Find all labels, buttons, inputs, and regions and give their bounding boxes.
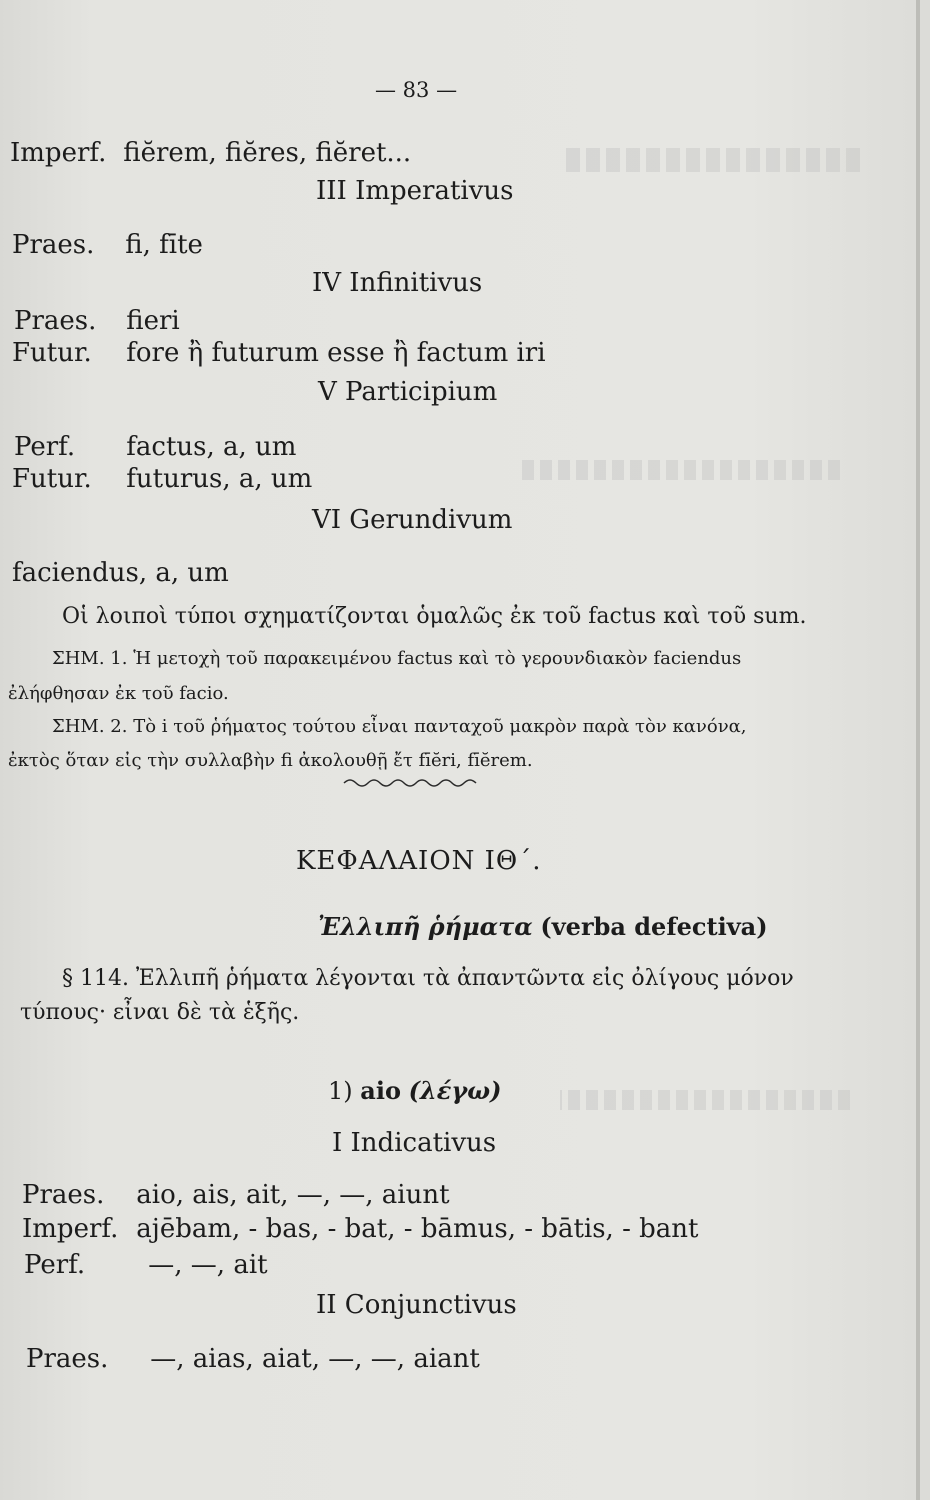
section-heading-imperativus: III Imperativus [316, 176, 514, 206]
section-paragraph-line-2: τύπους· εἶναι δὲ τὰ ἑξῆς. [20, 1000, 300, 1025]
imperf-line [10, 138, 411, 168]
chapter-title: ΚΕΦΑΛΑΙΟΝ ΙΘ΄. [296, 846, 542, 876]
participium-futur-line [12, 464, 312, 494]
subtitle-latin: (verba defectiva) [540, 912, 768, 941]
conjunctivus-praes-line [26, 1344, 480, 1374]
subtitle-greek: Ἐλλιπῆ ῥήματα [318, 912, 533, 941]
section-heading-conjunctivus: II Conjunctivus [316, 1290, 517, 1320]
verb-forms: —, aias, aiat, —, —, aiant [150, 1344, 480, 1374]
ornamental-divider [342, 776, 482, 790]
verb-forms: fi, fīte [125, 230, 203, 260]
indicativus-perf-line [24, 1250, 268, 1280]
tense-label: Futur. [12, 464, 92, 494]
page-number: — 83 — [375, 78, 458, 102]
indicativus-praes-line [22, 1180, 450, 1210]
section-heading-indicativus: I Indicativus [332, 1128, 497, 1158]
verb-forms: factus, a, um [126, 432, 297, 462]
section-paragraph-line-1: § 114. Ἐλλιπῆ ῥήματα λέγονται τὰ ἀπαντῶντα εἰς ὀλίγους μόνον [62, 966, 794, 991]
verb-forms: ajēbam, - bas, - bat, - bāmus, - bātis, - bant [136, 1214, 699, 1244]
infinitivus-praes-line [14, 306, 180, 336]
tense-label: Praes. [22, 1180, 105, 1210]
note-2-line-1: ΣΗΜ. 2. Τὸ i τοῦ ῥήματος τούτου εἶναι πανταχοῦ μακρὸν παρὰ τὸν κανόνα, [52, 716, 747, 737]
remark-main: Οἱ λοιποὶ τύποι σχηματίζονται ὁμαλῶς ἐκ τοῦ factus καὶ τοῦ sum. [62, 604, 807, 629]
verb-gloss: (λέγω) [408, 1076, 502, 1105]
tense-label: Praes. [14, 306, 97, 336]
tense-label: Perf. [24, 1250, 86, 1280]
tense-label: Perf. [14, 432, 76, 462]
imperativus-praes-line [12, 230, 203, 260]
note-1-line-2: ἐλήφθησαν ἐκ τοῦ facio. [8, 683, 229, 704]
verb-forms: fiĕrem, fiĕres, fiĕret... [123, 138, 412, 168]
note-1-line-1: ΣΗΜ. 1. Ἡ μετοχὴ τοῦ παρακειμένου factus καὶ τὸ γερουνδιακὸν faciendus [52, 648, 742, 669]
tense-label: Imperf. [10, 138, 107, 168]
section-heading-infinitivus: IV Infinitivus [312, 268, 483, 298]
participium-perf-line [14, 432, 296, 462]
bleed-through-mark [560, 148, 860, 172]
verb-forms: aio, ais, ait, —, —, aiunt [136, 1180, 450, 1210]
bleed-through-mark [520, 460, 840, 480]
verb-forms: fieri [126, 306, 180, 336]
section-heading-gerundivum: VI Gerundivum [312, 505, 513, 535]
tense-label: Imperf. [22, 1214, 119, 1244]
gerundivum-forms: faciendus, a, um [12, 558, 229, 588]
verb-forms: —, —, ait [148, 1250, 268, 1280]
verb-number: 1) [328, 1077, 353, 1105]
verb-word: aio [360, 1076, 401, 1105]
chapter-subtitle [318, 912, 768, 941]
tense-label: Praes. [26, 1344, 109, 1374]
indicativus-imperf-line [22, 1214, 698, 1244]
tense-label: Praes. [12, 230, 95, 260]
bleed-through-mark [560, 1090, 850, 1110]
verb-aio-heading [328, 1076, 501, 1105]
tense-label: Futur. [12, 338, 92, 368]
verb-forms: futurus, a, um [126, 464, 313, 494]
infinitivus-futur-line [12, 338, 546, 368]
note-2-line-2: ἐκτὸς ὅταν εἰς τὴν συλλαβὴν fi ἀκολουθῇ ἔτ fīĕri, fīĕrem. [8, 750, 533, 771]
verb-forms: fore ἢ futurum esse ἢ factum iri [126, 338, 546, 368]
section-heading-participium: V Participium [318, 377, 498, 407]
page-spine-shadow [916, 0, 920, 1500]
